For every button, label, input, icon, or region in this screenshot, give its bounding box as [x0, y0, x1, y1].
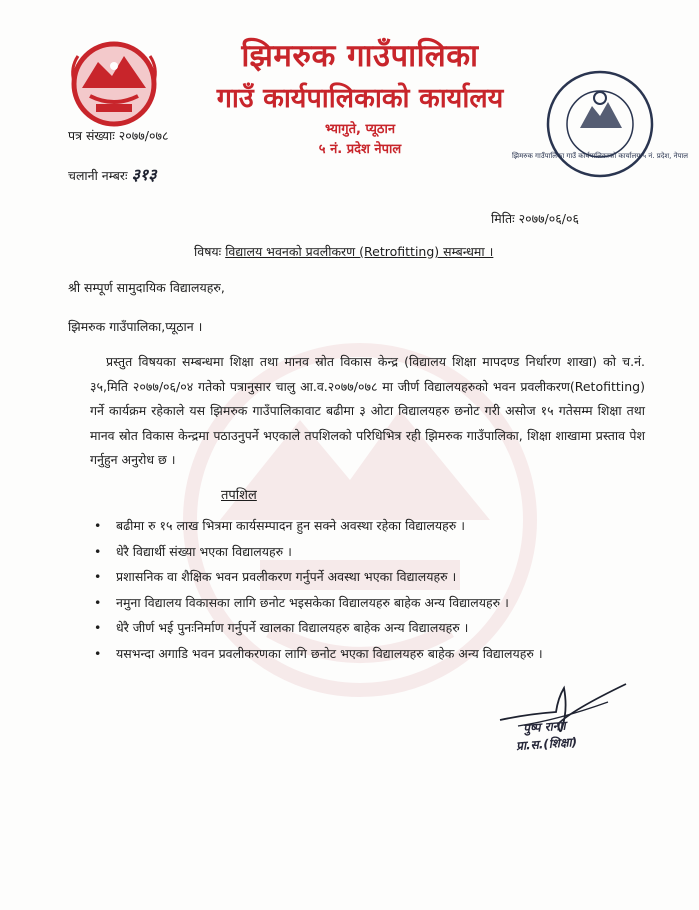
list-item: • धेरै विद्यार्थी संख्या भएका विद्यालयहरु । — [94, 539, 654, 565]
bullet-icon: • — [94, 569, 102, 584]
office-address: भ्यागुते, प्यूठान — [324, 122, 396, 137]
bullet-icon: • — [94, 620, 102, 635]
letter-date — [491, 210, 579, 227]
list-item: • यसभन्दा अगाडि भवन प्रवलीकरणका लागि छनोट भएका विद्यालयहरु बाहेक अन्य विद्यालयहरु । — [94, 641, 654, 667]
subject-text: विद्यालय भवनको प्रवलीकरण (Retrofitting) सम्बन्धमा । — [225, 244, 494, 259]
reference-number — [68, 127, 168, 144]
subject-line — [194, 243, 493, 260]
dispatch-value: ३१३ — [131, 165, 157, 184]
office-stamp — [511, 66, 689, 184]
subject-label: विषयः — [194, 244, 222, 259]
dispatch-label: चलानी नम्बरः — [68, 168, 128, 183]
date-value: २०७७/०६/०६ — [518, 211, 580, 226]
reference-value: २०७७/०७८ — [118, 128, 169, 143]
recipient-line-2: झिमरुक गाउँपालिका,प्यूठान । — [68, 319, 203, 334]
bullet-icon: • — [94, 645, 102, 661]
tapsil-list — [94, 513, 654, 666]
stamp-text: झिमरुक गाउँपालिका गाउँ कार्यपालिकाको कार्यालय ५ नं. प्रदेश, नेपाल — [511, 152, 689, 160]
signatory-name: पुष्प रानाा — [522, 718, 567, 736]
reference-label: पत्र संख्याः — [68, 128, 115, 143]
list-item: • नमुना विद्यालय विकासका लागि छनोट भइसकेका विद्यालयहरु बाहेक अन्य विद्यालयहरु । — [94, 590, 654, 616]
province-line: ५ नं. प्रदेश नेपाल — [318, 142, 402, 157]
nepal-emblem-icon — [68, 38, 160, 128]
municipality-title: झिमरुक गाउँपालिका — [241, 38, 479, 74]
body-paragraph: प्रस्तुत विषयका सम्बन्धमा शिक्षा तथा मानव स्रोत विकास केन्द्र (विद्यालय शिक्षा मापदण्ड निर्धारण शाखा) को च.नं. ३५,मिति २०७७/०६/०४ गतेको पत्रानुसार चालु आ.व.२०७७/०७८ मा जीर्ण विद्यालयहरुको भवन प्रवलीकरण(Retofitting) गर्ने कार्यक्रम रहेकाले यस झिमरुक गाउँपालिकावाट बढीमा ३ ओटा विद्यालयहरु छनोट गरी असोज १५ गतेसम्म शिक्षा तथा मानव स्रोत विकास केन्द्रमा पठाउनुपर्ने भएकाले तपशिलको परिधिभित्र रही झिमरुक गाउँपालिका, शिक्षा शाखामा प्रस्ताव पेश गर्नुहुन अनुरोध छ । — [90, 354, 645, 467]
list-item: • बढीमा रु १५ लाख भित्रमा कार्यसम्पादन हुन सक्ने अवस्था रहेका विद्यालयहरु । — [94, 513, 654, 539]
tapsil-heading: तपशिल — [221, 488, 257, 503]
bullet-icon: • — [94, 518, 102, 533]
office-title: गाउँ कार्यपालिकाको कार्यालय — [216, 83, 504, 114]
bullet-icon: • — [94, 594, 102, 610]
list-item: • धेरै जीर्ण भई पुनःनिर्माण गर्नुपर्ने खालका विद्यालयहरु बाहेक अन्य विद्यालयहरु । — [94, 615, 654, 641]
bullet-icon: • — [94, 543, 102, 559]
recipient-line-1: श्री सम्पूर्ण सामुदायिक विद्यालयहरु, — [68, 280, 225, 295]
dispatch-number — [68, 163, 157, 185]
date-label: मितिः — [491, 211, 515, 226]
list-item: • प्रशासनिक वा शैक्षिक भवन प्रवलीकरण गर्नुपर्ने अवस्था भएका विद्यालयहरु । — [94, 564, 654, 590]
signatory-title: प्रा.स.(शिक्षा) — [515, 734, 578, 754]
